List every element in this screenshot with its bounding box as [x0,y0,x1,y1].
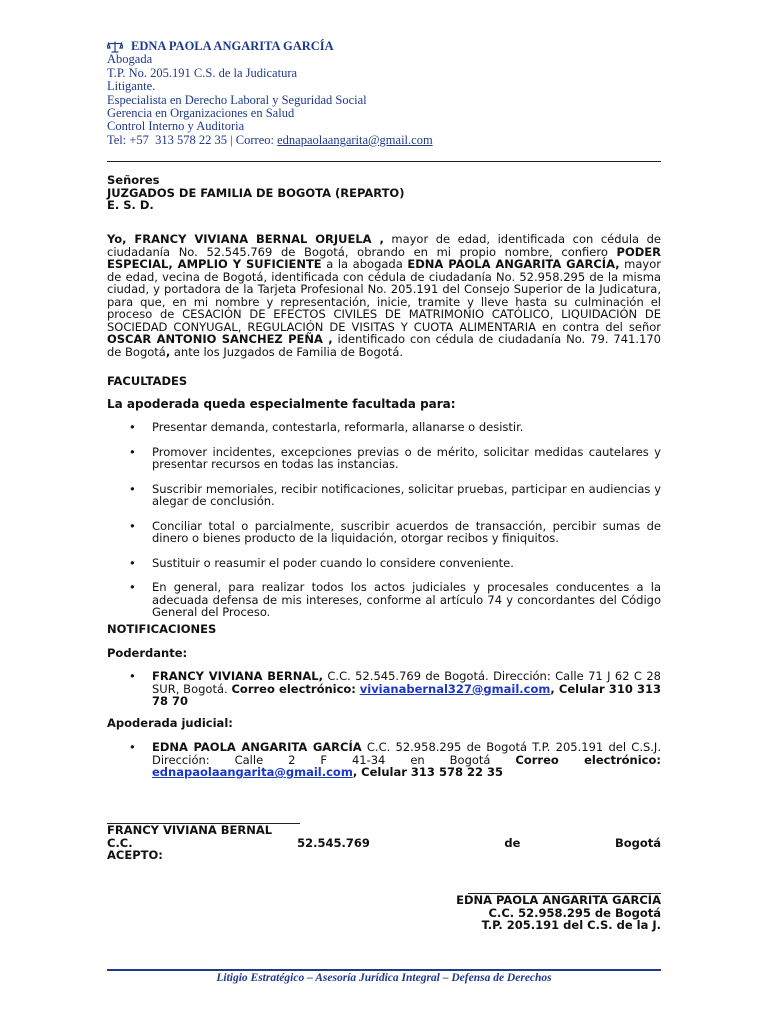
footer-divider [107,969,661,971]
apoderada-email-link[interactable]: ednapaolaangarita@gmail.com [152,765,353,779]
facultades-subtitle: La apoderada queda especialmente facultada para: [107,397,456,411]
lawyer-name: EDNA PAOLA ANGARITA GARCÍA [107,40,433,53]
list-item: • En general, para realizar todos los actos judiciales y procesales conducentes a la adecuada defensa de mis intereses, conforme al artículo 74 y concordantes del Código General del Proceso. [129,580,661,619]
poderdante-label: Poderdante: [107,646,188,660]
letterhead [107,40,433,147]
poderdante-info: • FRANCY VIVIANA BERNAL, C.C. 52.545.769 de Bogotá. Dirección: Calle 71 J 62 C 28 SUR, Bogotá. Correo electrónico: vivianabernal327@gmail.com, Celular 310 313 78 70 [129,669,662,708]
scales-icon [107,41,123,53]
notificaciones-title: NOTIFICACIONES [107,622,217,636]
list-item: • Presentar demanda, contestarla, reformarla, allanarse o desistir. [129,420,524,434]
list-item: • Conciliar total o parcialmente, suscribir acuerdos de transacción, percibir sumas de dinero o bienes producto de la liquidación, otorgar recibos y finiquitos. [129,518,661,545]
apoderada-info: • EDNA PAOLA ANGARITA GARCÍA C.C. 52.958.295 de Bogotá T.P. 205.191 del C.S.J. Dirección: Calle 2 F 41-34 en Bogotá Correo electrónico: ednapaolaangarita@gmail.com, Celular 313 578 22 35 [129,740,661,779]
header-divider [107,161,661,162]
header-email-link[interactable]: ednapaolaangarita@gmail.com [277,132,433,147]
header-line: Especialista en Derecho Laboral y Seguridad Social [107,92,367,107]
list-item: • Suscribir memoriales, recibir notificaciones, solicitar pruebas, participar en audiencias y alegar de conclusión. [129,481,661,508]
apoderada-label: Apoderada judicial: [107,716,233,730]
facultades-title: FACULTADES [107,374,188,388]
header-line: Gerencia en Organizaciones en Salud [107,106,295,121]
facultades-list [107,421,661,619]
header-line: T.P. No. 205.191 C.S. de la Judicatura [107,65,298,80]
header-line: Litigante. [107,79,156,94]
poderdante-email-link[interactable]: vivianabernal327@gmail.com [359,681,551,696]
addressee: Señores JUZGADOS DE FAMILIA DE BOGOTA (REPARTO) E. S. D. [107,173,405,212]
header-line: Abogada [107,52,153,67]
header-line: Control Interno y Auditoria [107,119,245,134]
signature-left: FRANCY VIVIANA BERNAL C.C. 52.545.769 de Bogotá ACEPTO: [107,823,661,862]
signature-right: EDNA PAOLA ANGARITA GARCÍA C.C. 52.958.295 de Bogotá T.P. 205.191 del C.S. de la J. [456,893,661,932]
intro-paragraph: Yo, FRANCY VIVIANA BERNAL ORJUELA , mayor de edad, identificada con cédula de ciudadanía No. 52.545.769 de Bogotá, obrando en mi propio nombre, confiero PODER ESPECIAL, AMPLIO Y SUFICIENTE a la abogada EDNA PAOLA ANGARITA GARCÍA, mayor de edad, vecina de Bogotá, identificada con cédula de ciudadanía No. 52.958.295 de la misma ciudad, y portadora de la Tarjeta Profesional No. 205.191 del Consejo Superior de la Judicatura, para que, en mi nombre y representación, inicie, tramite y lleve hasta su culminación el proceso de CESACIÓN DE EFECTOS CIVILES DE MATRIMONIO CATÓLICO, LIQUIDACIÓN DE SOCIEDAD CONYUGAL, REGULACIÓN DE VISITAS Y CUOTA ALIMENTARIA en contra del señor OSCAR ANTONIO SANCHEZ PEÑA , identificado con cédula de ciudadanía No. 79. 741.170 de Bogotá, ante los Juzgados de Familia de Bogotá. [107,232,661,359]
list-item: • Promover incidentes, excepciones previas o de mérito, solicitar medidas cautelares y presentar recursos en todas las instancias. [129,444,661,471]
list-item: • Sustituir o reasumir el poder cuando lo considere conveniente. [129,555,514,570]
footer-tagline: Litigio Estratégico – Asesoría Jurídica Integral – Defensa de Derechos [216,972,552,984]
contact-line: Tel: +57 313 578 22 35 | Correo: ednapaolaangarita@gmail.com [107,132,433,147]
